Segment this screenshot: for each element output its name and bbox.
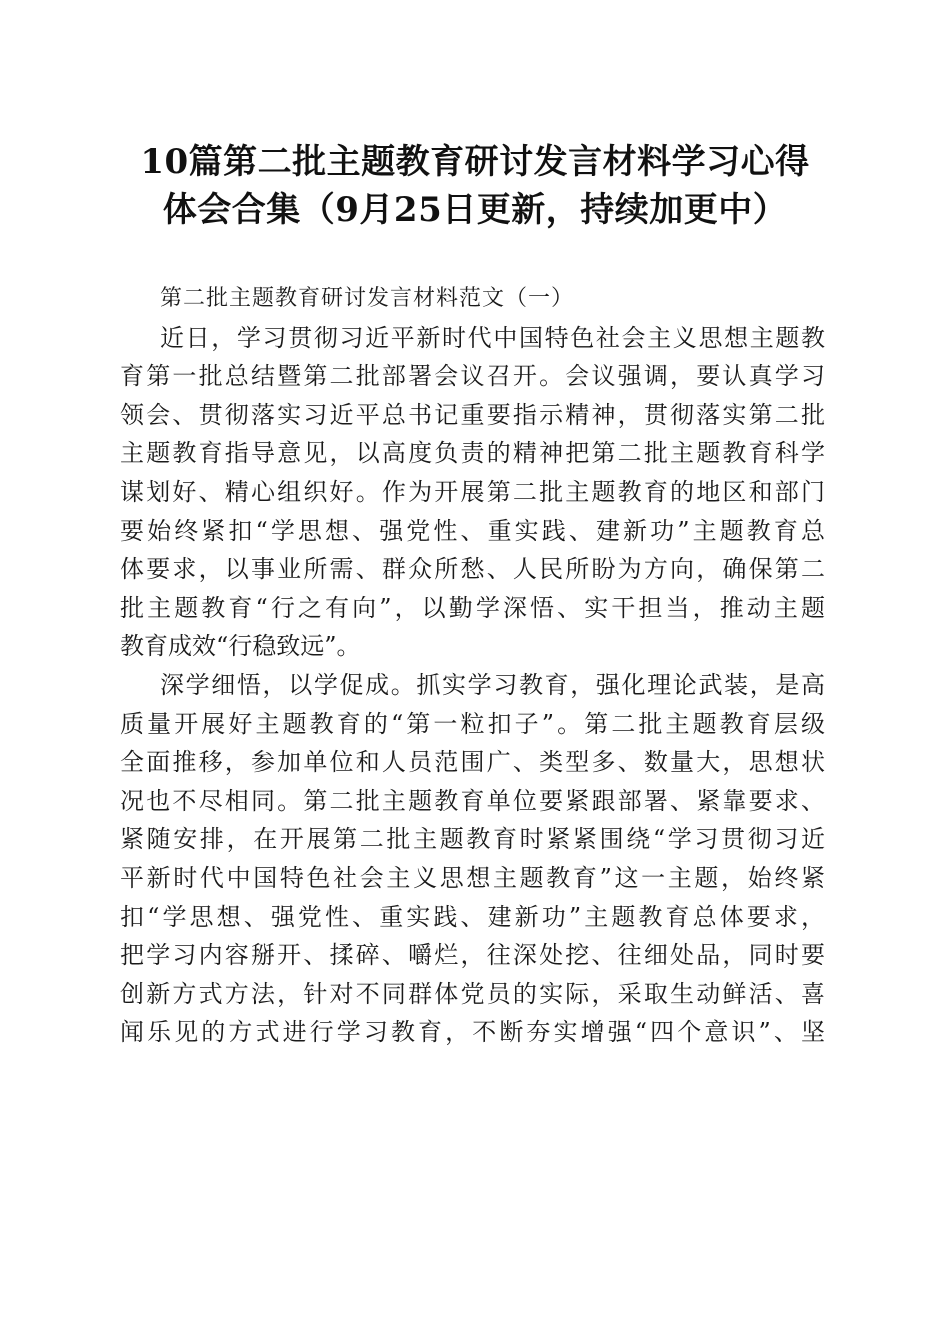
paragraph-2 <box>120 666 825 1052</box>
document-title <box>100 138 850 234</box>
paragraph-line: 紧随安排，在开展第二批主题教育时紧紧围绕“学习贯彻习近 <box>120 825 825 854</box>
title-line: 体会合集（9月25日更新，持续加更中） <box>162 190 788 230</box>
paragraph-line: 育第一批总结暨第二批部署会议召开。会议强调，要认真学习 <box>120 362 825 391</box>
paragraph-line: 况也不尽相同。第二批主题教育单位要紧跟部署、紧靠要求、 <box>120 786 825 815</box>
paragraph-line: 平新时代中国特色社会主义思想主题教育”这一主题，始终紧 <box>120 863 825 892</box>
paragraph-line: 扣“学思想、强党性、重实践、建新功”主题教育总体要求， <box>120 902 825 931</box>
paragraph-line: 把学习内容掰开、揉碎、嚼烂，往深处挖、往细处品，同时要 <box>120 941 825 970</box>
paragraph-line: 深学细悟，以学促成。抓实学习教育，强化理论武装，是高 <box>160 670 825 699</box>
section-subtitle: 第二批主题教育研讨发言材料范文（一） <box>160 286 575 311</box>
paragraph-line: 领会、贯彻落实习近平总书记重要指示精神，贯彻落实第二批 <box>120 400 825 429</box>
title-line: 10篇第二批主题教育研讨发言材料学习心得 <box>140 142 810 182</box>
paragraph-line: 体要求，以事业所需、群众所愁、人民所盼为方向，确保第二 <box>120 555 825 584</box>
paragraph-line: 教育成效“行稳致远”。 <box>120 632 361 661</box>
paragraph-line: 近日，学习贯彻习近平新时代中国特色社会主义思想主题教 <box>160 323 825 352</box>
paragraph-line: 主题教育指导意见，以高度负责的精神把第二批主题教育科学 <box>120 439 825 468</box>
paragraph-line: 全面推移，参加单位和人员范围广、类型多、数量大，思想状 <box>120 748 825 777</box>
paragraph-line: 要始终紧扣“学思想、强党性、重实践、建新功”主题教育总 <box>120 516 825 545</box>
paragraph-1 <box>120 319 825 666</box>
paragraph-line: 质量开展好主题教育的“第一粒扣子”。第二批主题教育层级 <box>120 709 825 738</box>
paragraph-line: 创新方式方法，针对不同群体党员的实际，采取生动鲜活、喜 <box>120 979 825 1008</box>
document-body <box>120 280 825 1052</box>
paragraph-line: 谋划好、精心组织好。作为开展第二批主题教育的地区和部门 <box>120 477 825 506</box>
paragraph-line: 批主题教育“行之有向”，以勤学深悟、实干担当，推动主题 <box>120 593 825 622</box>
paragraph-line: 闻乐见的方式进行学习教育，不断夯实增强“四个意识”、坚 <box>120 1018 825 1047</box>
